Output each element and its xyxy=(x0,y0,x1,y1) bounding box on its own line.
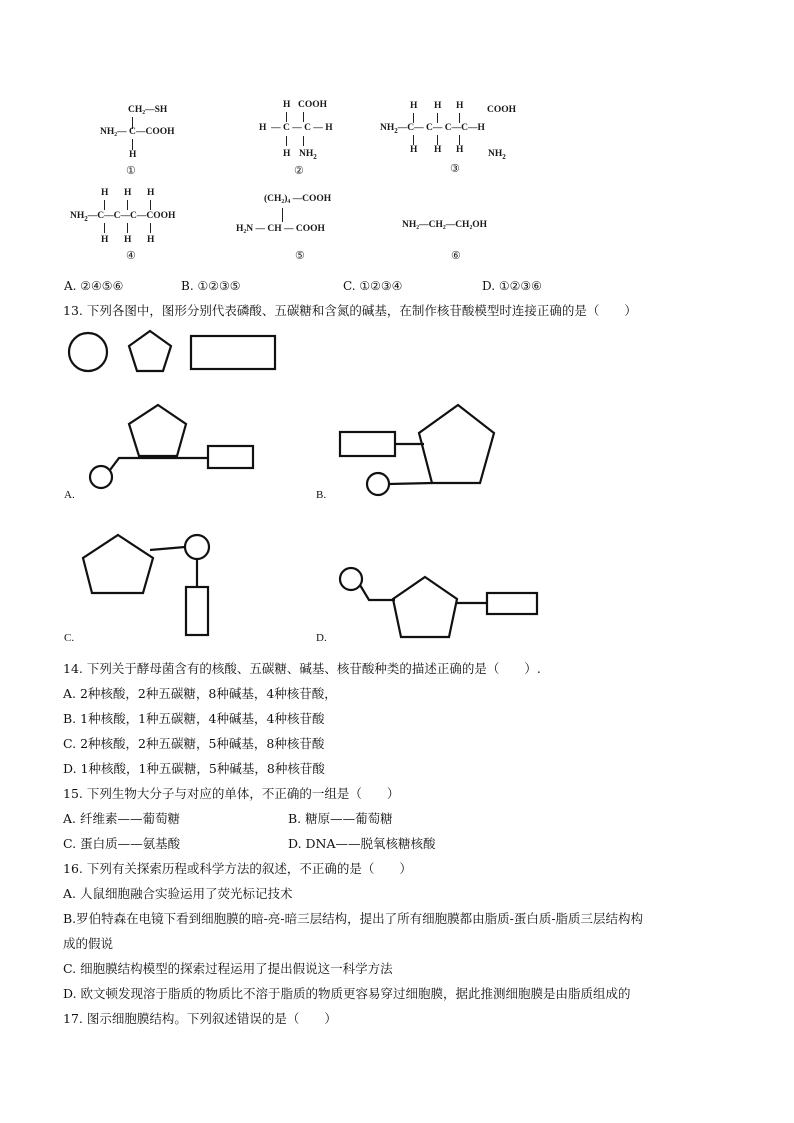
option-a-figure xyxy=(90,405,253,488)
s1-top: CH₂—SH xyxy=(128,105,168,115)
q16-option-c[interactable]: C. 细胞膜结构模型的探索过程运用了提出假说这一科学方法 xyxy=(63,961,393,976)
q13-stem: 13. 下列各图中，图形分别代表磷酸、五碳糖和含氮的碱基，在制作核苷酸模型时连接正确的是（ ） xyxy=(63,303,637,318)
q16-option-d[interactable]: D. 欧文顿发现溶于脂质的物质比不溶于脂质的物质更容易穿过细胞膜，据此推测细胞膜是由脂质组成的 xyxy=(63,986,631,1001)
s5-top: (CH₂)₄ —COOH xyxy=(264,194,332,204)
q15-option-a[interactable]: A. 纤维素——葡萄糖 xyxy=(63,811,180,826)
base-legend-rect xyxy=(191,336,275,369)
s1-bottom: H xyxy=(129,150,137,160)
q17-stem: 17. 图示细胞膜结构。下列叙述错误的是（ ） xyxy=(63,1011,337,1026)
q16-option-a[interactable]: A. 人鼠细胞融合实验运用了荧光标记技术 xyxy=(63,886,293,901)
q14-stem: 14. 下列关于酵母菌含有的核酸、五碳糖、碱基、核苷酸种类的描述正确的是（ ）. xyxy=(63,661,541,676)
q12-option-b[interactable]: B. ①②③⑤ xyxy=(181,279,241,293)
s5-bottom: H₂N — CH — COOH xyxy=(236,224,325,234)
option-d-figure xyxy=(340,568,537,637)
q14-option-c[interactable]: C. 2种核酸，2种五碳糖，5种碱基，8种核苷酸 xyxy=(63,736,325,751)
q15-option-b[interactable]: B. 糖原——葡萄糖 xyxy=(288,811,393,826)
q12-option-c[interactable]: C. ①②③④ xyxy=(343,279,403,293)
q16-option-b[interactable]: B.罗伯特森在电镜下看到细胞膜的暗-亮-暗三层结构，提出了所有细胞膜都由脂质-蛋白质-脂质三层结构构 xyxy=(63,911,644,926)
q12-option-a[interactable]: A. ②④⑤⑥ xyxy=(64,279,124,293)
q15-option-c[interactable]: C. 蛋白质——氨基酸 xyxy=(63,836,181,851)
s6-formula: NH₂—CH₂—CH₂OH xyxy=(402,220,488,230)
q14-option-d[interactable]: D. 1种核酸，1种五碳糖，5种碱基，8种核苷酸 xyxy=(63,761,325,776)
q16-option-b-continued: 成的假说 xyxy=(63,936,114,951)
pentose-legend-pentagon xyxy=(129,331,171,371)
s2-number: ② xyxy=(294,164,304,177)
s6-number: ⑥ xyxy=(451,249,461,262)
s1-number: ① xyxy=(126,164,136,177)
s4-number: ④ xyxy=(126,249,136,262)
q12-option-d[interactable]: D. ①②③⑥ xyxy=(482,279,542,293)
phosphate-legend-circle xyxy=(69,333,107,371)
q16-stem: 16. 下列有关探索历程或科学方法的叙述，不正确的是（ ） xyxy=(63,861,412,876)
option-c-figure xyxy=(83,535,209,635)
s3-number: ③ xyxy=(450,162,460,175)
q14-option-b[interactable]: B. 1种核酸，1种五碳糖，4种碱基，4种核苷酸 xyxy=(63,711,325,726)
s1-right: —COOH xyxy=(136,127,175,137)
s1-left: NH₂— xyxy=(100,127,127,137)
option-a-label[interactable]: A. xyxy=(64,489,75,501)
q14-option-a[interactable]: A. 2种核酸，2种五碳糖，8种碱基，4种核苷酸， xyxy=(63,686,337,701)
option-b-figure xyxy=(340,405,494,495)
q15-stem: 15. 下列生物大分子与对应的单体，不正确的一组是（ ） xyxy=(63,786,400,801)
q15-option-d[interactable]: D. DNA——脱氧核糖核酸 xyxy=(288,836,436,851)
option-c-label[interactable]: C. xyxy=(64,632,75,644)
option-b-label[interactable]: B. xyxy=(316,489,327,501)
s1-carbon: C xyxy=(129,127,136,137)
s5-number: ⑤ xyxy=(295,249,305,262)
option-d-label[interactable]: D. xyxy=(316,632,327,644)
